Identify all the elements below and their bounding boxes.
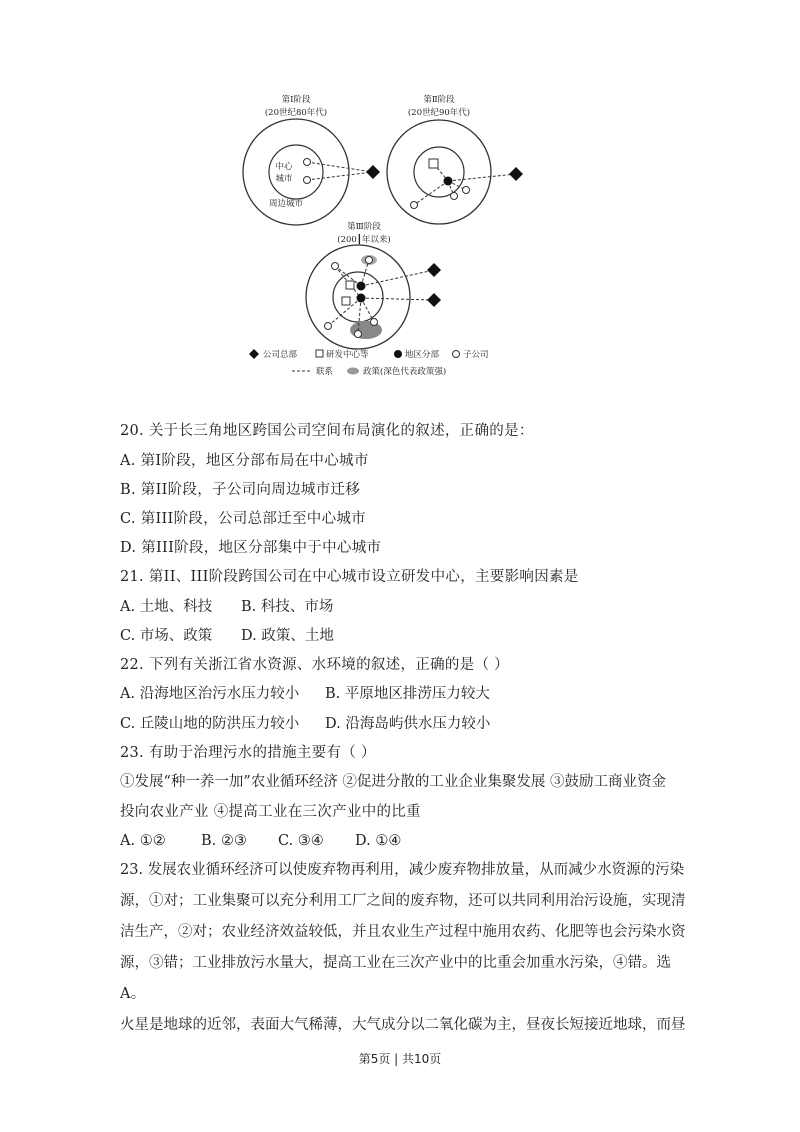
regional-office-icon — [357, 294, 366, 303]
answer23-line-5: A。 — [120, 986, 146, 1002]
q20-option-d: D. 第III阶段，地区分部集中于中心城市 — [120, 540, 382, 556]
company-layout-diagram — [236, 86, 526, 386]
stage2-period: (20世纪90年代) — [407, 108, 471, 118]
q22-option-a: A. 沿海地区治污水压力较小 — [120, 686, 300, 702]
rd-center-icon — [342, 297, 350, 305]
subsidiary-icon — [304, 177, 311, 184]
q21-option-a: A. 土地、科技 — [120, 599, 213, 615]
legend-policy-label: 政策(深色代表政策强) — [363, 367, 447, 377]
q23-option-c: C. ③④ — [278, 833, 324, 849]
q21-option-d: D. 政策、土地 — [241, 628, 334, 644]
legend-sub-label: 子公司 — [463, 350, 489, 360]
q20-option-c: C. 第III阶段，公司总部迁至中心城市 — [120, 511, 366, 527]
subsidiary-icon — [411, 202, 418, 209]
headquarters-icon — [427, 263, 441, 277]
q22-option-b: B. 平原地区排涝压力较大 — [325, 686, 490, 702]
answer23-line-1: 23. 发展农业循环经济可以使废弃物再利用，减少废弃物排放量，从而减少水资源的污染 — [120, 862, 685, 878]
regional-office-icon — [444, 177, 453, 186]
q22-stem: 22. 下列有关浙江省水资源、水环境的叙述，正确的是（ ） — [120, 657, 509, 673]
subsidiary-icon — [304, 159, 311, 166]
q20-option-b: B. 第II阶段，子公司向周边城市迁移 — [120, 482, 361, 498]
q20-stem: 20. 关于长三角地区跨国公司空间布局演化的叙述，正确的是： — [120, 423, 534, 439]
stage1-center-label-1: 中心 — [275, 162, 293, 172]
legend-rd-icon — [316, 350, 323, 357]
legend-link-label: 联系 — [316, 367, 334, 377]
legend-policy-icon — [347, 368, 359, 375]
legend-sub-icon — [453, 351, 460, 358]
stage1-title: 第Ⅰ阶段 — [281, 95, 311, 105]
q22-option-d: D. 沿海岛屿供水压力较小 — [325, 716, 491, 732]
stage2-inner-circle — [414, 147, 464, 197]
regional-office-icon — [357, 282, 366, 291]
stage3-period: (200┃年以来) — [337, 235, 391, 245]
q23-option-b: B. ②③ — [201, 833, 247, 849]
stage2-title: 第Ⅱ阶段 — [423, 95, 455, 105]
stage2-outer-circle — [387, 120, 491, 224]
rd-center-icon — [429, 159, 438, 168]
q21-option-c: C. 市场、政策 — [120, 628, 213, 644]
rd-center-icon — [346, 281, 354, 289]
stage1-period: (20世纪80年代) — [264, 108, 328, 118]
q22-option-c: C. 丘陵山地的防洪压力较小 — [120, 716, 300, 732]
headquarters-icon — [427, 293, 441, 307]
answer23-line-3: 洁生产，②对；农业经济效益较低，并且农业生产过程中施用农药、化肥等也会污染水资 — [120, 924, 686, 940]
answer23-line-2: 源，①对；工业集聚可以充分利用工厂之间的废弃物，还可以共同利用治污设施，实现清 — [120, 893, 686, 909]
legend-rd-label: 研发中心等 — [326, 350, 369, 360]
stage1-outer-label: 周边城市 — [268, 199, 304, 209]
q21-option-b: B. 科技、市场 — [241, 599, 334, 615]
headquarters-icon — [366, 165, 380, 179]
subsidiary-icon — [371, 319, 378, 326]
q23-statement-line-2: 投向农业产业 ④提高工业在三次产业中的比重 — [120, 804, 421, 820]
q23-stem: 23. 有助于治理污水的措施主要有（ ） — [120, 745, 376, 761]
page-footer: 第5页 | 共10页 — [358, 1052, 442, 1066]
q23-option-a: A. ①② — [120, 833, 166, 849]
subsidiary-icon — [325, 323, 332, 330]
q23-option-d: D. ①④ — [355, 833, 402, 849]
stage3-title: 第Ⅲ阶段 — [347, 222, 381, 232]
q20-option-a: A. 第Ⅰ阶段，地区分部布局在中心城市 — [120, 453, 369, 469]
stage1-center-label-2: 城市 — [275, 174, 293, 184]
answer23-line-4: 源，③错；工业排放污水量大，提高工业在三次产业中的比重会加重水污染，④错。选 — [120, 955, 671, 971]
q21-stem: 21. 第II、III阶段跨国公司在中心城市设立研发中心，主要影响因素是 — [120, 569, 579, 585]
legend-regional-label: 地区分部 — [405, 350, 440, 360]
subsidiary-icon — [355, 331, 362, 338]
legend-hq-label: 公司总部 — [263, 350, 298, 360]
subsidiary-icon — [451, 193, 458, 200]
legend-hq-icon — [249, 349, 259, 359]
subsidiary-icon — [366, 257, 373, 264]
q23-statement-line-1: ①发展“种一养一加”农业循环经济 ②促进分散的工业企业集聚发展 ③鼓励工商业资金 — [120, 774, 667, 790]
subsidiary-icon — [463, 187, 470, 194]
headquarters-icon — [509, 167, 523, 181]
stage1-outer-circle — [243, 119, 349, 225]
next-passage-line: 火星是地球的近邻，表面大气稀薄，大气成分以二氧化碳为主，昼夜长短接近地球，而昼 — [120, 1017, 686, 1033]
stage1-inner-circle — [269, 145, 323, 199]
legend-regional-icon — [394, 350, 402, 358]
subsidiary-icon — [332, 263, 339, 270]
